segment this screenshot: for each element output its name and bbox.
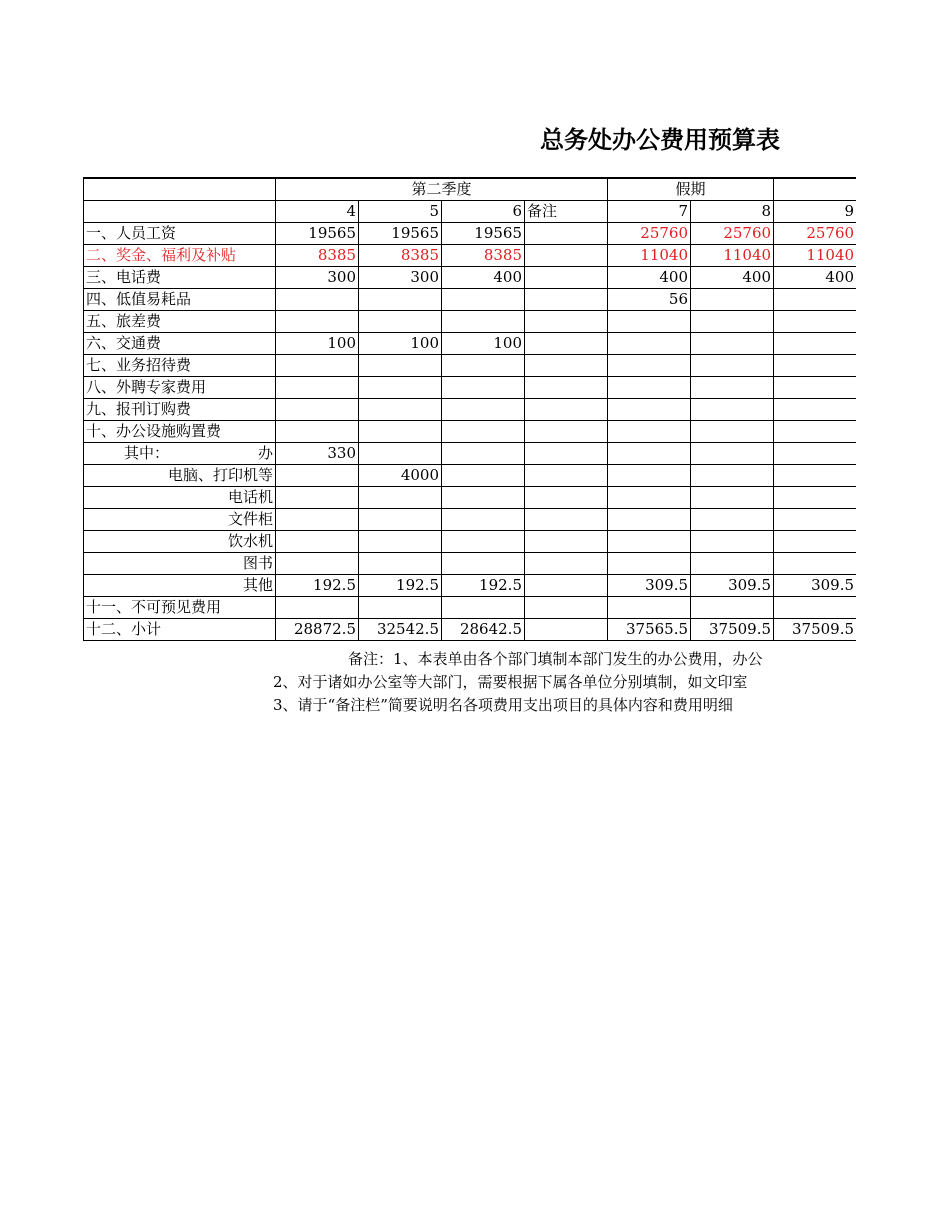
- value-cell[interactable]: [774, 597, 856, 619]
- value-cell[interactable]: [442, 487, 525, 509]
- row-label-cell[interactable]: 十一、不可预见费用: [84, 597, 276, 619]
- note-line: 备注：1、本表单由各个部门填制本部门发生的办公费用，办公: [348, 650, 763, 668]
- value-cell[interactable]: 28872.5: [276, 619, 359, 641]
- remark-cell[interactable]: [525, 487, 608, 509]
- value-cell[interactable]: [442, 311, 525, 333]
- value-cell[interactable]: 309.5: [691, 575, 774, 597]
- value-cell[interactable]: [608, 355, 691, 377]
- remark-cell[interactable]: [525, 333, 608, 355]
- row-label-cell[interactable]: 一、人员工资: [84, 223, 276, 245]
- value-cell[interactable]: [608, 443, 691, 465]
- value-cell[interactable]: [442, 553, 525, 575]
- value-cell[interactable]: [774, 509, 856, 531]
- month-header-cell[interactable]: 8: [691, 201, 774, 223]
- table-row: [84, 509, 857, 531]
- value-cell[interactable]: [359, 553, 442, 575]
- header-blank-cell[interactable]: [774, 178, 856, 201]
- row-label-cell[interactable]: 电话机: [84, 487, 276, 509]
- row-label-cell[interactable]: 饮水机: [84, 531, 276, 553]
- value-cell[interactable]: [359, 509, 442, 531]
- value-cell[interactable]: 330: [276, 443, 359, 465]
- table-row: [84, 223, 857, 245]
- remark-cell[interactable]: [525, 355, 608, 377]
- value-cell[interactable]: [442, 443, 525, 465]
- value-cell[interactable]: [608, 399, 691, 421]
- remark-cell[interactable]: [525, 223, 608, 245]
- value-cell[interactable]: [691, 465, 774, 487]
- value-cell[interactable]: 19565: [442, 223, 525, 245]
- value-cell[interactable]: [691, 355, 774, 377]
- table-row: [84, 619, 857, 641]
- remark-cell[interactable]: [525, 597, 608, 619]
- value-cell[interactable]: [774, 553, 856, 575]
- value-cell[interactable]: [276, 377, 359, 399]
- value-cell[interactable]: 11040: [691, 245, 774, 267]
- value-cell[interactable]: [608, 421, 691, 443]
- table-row: [84, 355, 857, 377]
- value-cell[interactable]: [691, 399, 774, 421]
- table-row: [84, 597, 857, 619]
- group-holiday-header[interactable]: 假期: [608, 178, 774, 201]
- value-cell[interactable]: 25760: [691, 223, 774, 245]
- value-cell[interactable]: [608, 377, 691, 399]
- row-label-cell[interactable]: 四、低值易耗品: [84, 289, 276, 311]
- remark-cell[interactable]: [525, 553, 608, 575]
- value-cell[interactable]: [691, 487, 774, 509]
- remark-cell[interactable]: [525, 245, 608, 267]
- remark-cell[interactable]: [525, 575, 608, 597]
- value-cell[interactable]: [774, 311, 856, 333]
- value-cell[interactable]: [276, 355, 359, 377]
- value-cell[interactable]: [691, 509, 774, 531]
- header-blank-cell[interactable]: [84, 178, 276, 201]
- value-cell[interactable]: [774, 531, 856, 553]
- value-cell[interactable]: [774, 465, 856, 487]
- value-cell[interactable]: [276, 289, 359, 311]
- value-cell[interactable]: [608, 531, 691, 553]
- value-cell[interactable]: [774, 443, 856, 465]
- budget-table-container: [83, 177, 856, 646]
- remark-cell[interactable]: [525, 289, 608, 311]
- value-cell[interactable]: 400: [608, 267, 691, 289]
- value-cell[interactable]: 192.5: [359, 575, 442, 597]
- value-cell[interactable]: [359, 597, 442, 619]
- value-cell[interactable]: [442, 531, 525, 553]
- table-row: [84, 465, 857, 487]
- value-cell[interactable]: 19565: [276, 223, 359, 245]
- value-cell[interactable]: [359, 289, 442, 311]
- value-cell[interactable]: [359, 355, 442, 377]
- row-label-cell[interactable]: 十二、小计: [84, 619, 276, 641]
- value-cell[interactable]: 400: [691, 267, 774, 289]
- note-line: 2、对于诸如办公室等大部门，需要根据下属各单位分别填制，如文印室: [273, 673, 748, 691]
- table-row: [84, 487, 857, 509]
- month-header-cell[interactable]: 6: [442, 201, 525, 223]
- value-cell[interactable]: [608, 553, 691, 575]
- value-cell[interactable]: [359, 421, 442, 443]
- value-cell[interactable]: 300: [276, 267, 359, 289]
- value-cell[interactable]: 300: [359, 267, 442, 289]
- value-cell[interactable]: [359, 443, 442, 465]
- value-cell[interactable]: [774, 355, 856, 377]
- value-cell[interactable]: 100: [442, 333, 525, 355]
- value-cell[interactable]: 192.5: [276, 575, 359, 597]
- row-label-cell[interactable]: 八、外聘专家费用: [84, 377, 276, 399]
- value-cell[interactable]: 37509.5: [691, 619, 774, 641]
- value-cell[interactable]: [442, 399, 525, 421]
- table-row: [84, 553, 857, 575]
- value-cell[interactable]: [442, 377, 525, 399]
- value-cell[interactable]: 4000: [359, 465, 442, 487]
- value-cell[interactable]: [442, 509, 525, 531]
- row-label-cell[interactable]: 六、交通费: [84, 333, 276, 355]
- value-cell[interactable]: [359, 487, 442, 509]
- value-cell[interactable]: [608, 465, 691, 487]
- value-cell[interactable]: [442, 289, 525, 311]
- value-cell[interactable]: [276, 465, 359, 487]
- value-cell[interactable]: [276, 421, 359, 443]
- row-label-cell[interactable]: 五、旅差费: [84, 311, 276, 333]
- value-cell[interactable]: 25760: [774, 223, 856, 245]
- value-cell[interactable]: [691, 311, 774, 333]
- row-label-cell[interactable]: 文件柜: [84, 509, 276, 531]
- value-cell[interactable]: 32542.5: [359, 619, 442, 641]
- value-cell[interactable]: 8385: [442, 245, 525, 267]
- value-cell[interactable]: 400: [442, 267, 525, 289]
- remark-cell[interactable]: [525, 619, 608, 641]
- table-row: [84, 245, 857, 267]
- value-cell[interactable]: [276, 399, 359, 421]
- row-label-cell[interactable]: 电脑、打印机等: [84, 465, 276, 487]
- value-cell[interactable]: [359, 377, 442, 399]
- remark-cell[interactable]: [525, 531, 608, 553]
- value-cell[interactable]: 28642.5: [442, 619, 525, 641]
- value-cell[interactable]: 19565: [359, 223, 442, 245]
- row-label-cell[interactable]: 七、业务招待费: [84, 355, 276, 377]
- table-row: [84, 267, 857, 289]
- row-label-cell[interactable]: 其他: [84, 575, 276, 597]
- value-cell[interactable]: [359, 531, 442, 553]
- remark-cell[interactable]: [525, 509, 608, 531]
- value-cell[interactable]: [276, 553, 359, 575]
- value-cell[interactable]: 56: [608, 289, 691, 311]
- value-cell[interactable]: [608, 509, 691, 531]
- value-cell[interactable]: [691, 421, 774, 443]
- value-cell[interactable]: [359, 311, 442, 333]
- remark-cell[interactable]: [525, 421, 608, 443]
- value-cell[interactable]: [691, 597, 774, 619]
- remark-header-cell[interactable]: 备注: [525, 201, 608, 223]
- value-cell[interactable]: 400: [774, 267, 856, 289]
- month-header-cell[interactable]: 9: [774, 201, 856, 223]
- value-cell[interactable]: [691, 553, 774, 575]
- row-label-cell[interactable]: 其中： 办: [84, 443, 276, 465]
- value-cell[interactable]: 100: [276, 333, 359, 355]
- value-cell[interactable]: [608, 333, 691, 355]
- value-cell[interactable]: [442, 421, 525, 443]
- value-cell[interactable]: 192.5: [442, 575, 525, 597]
- page-title: 总务处办公费用预算表: [540, 126, 780, 154]
- notes-block: [83, 648, 856, 717]
- table-row: [84, 311, 857, 333]
- value-cell[interactable]: [442, 465, 525, 487]
- value-cell[interactable]: 8385: [359, 245, 442, 267]
- row-label-cell[interactable]: 九、报刊订购费: [84, 399, 276, 421]
- value-cell[interactable]: [608, 487, 691, 509]
- table-row: [84, 377, 857, 399]
- row-label-cell[interactable]: 三、电话费: [84, 267, 276, 289]
- value-cell[interactable]: [276, 509, 359, 531]
- remark-cell[interactable]: [525, 311, 608, 333]
- value-cell[interactable]: 309.5: [608, 575, 691, 597]
- value-cell[interactable]: [442, 355, 525, 377]
- header-row-months: [84, 201, 857, 223]
- value-cell[interactable]: [276, 531, 359, 553]
- month-header-cell[interactable]: 7: [608, 201, 691, 223]
- table-row: [84, 443, 857, 465]
- note-line: 3、请于“备注栏”简要说明名各项费用支出项目的具体内容和费用明细: [273, 696, 733, 714]
- remark-cell[interactable]: [525, 465, 608, 487]
- value-cell[interactable]: 37509.5: [774, 619, 856, 641]
- value-cell[interactable]: 8385: [276, 245, 359, 267]
- row-label-cell[interactable]: 二、奖金、福利及补贴: [84, 245, 276, 267]
- group-q2-header[interactable]: 第二季度: [276, 178, 608, 201]
- header-row-groups: [84, 178, 857, 201]
- table-row: [84, 421, 857, 443]
- value-cell[interactable]: 309.5: [774, 575, 856, 597]
- value-cell[interactable]: 25760: [608, 223, 691, 245]
- value-cell[interactable]: 11040: [774, 245, 856, 267]
- value-cell[interactable]: [774, 487, 856, 509]
- value-cell[interactable]: [774, 333, 856, 355]
- value-cell[interactable]: [276, 311, 359, 333]
- value-cell[interactable]: [774, 377, 856, 399]
- row-label-cell[interactable]: 十、办公设施购置费: [84, 421, 276, 443]
- value-cell[interactable]: [442, 597, 525, 619]
- table-row: [84, 333, 857, 355]
- row-label-cell[interactable]: 图书: [84, 553, 276, 575]
- budget-table: [83, 177, 856, 641]
- remark-cell[interactable]: [525, 399, 608, 421]
- value-cell[interactable]: 37565.5: [608, 619, 691, 641]
- value-cell[interactable]: [276, 597, 359, 619]
- value-cell[interactable]: [691, 333, 774, 355]
- value-cell[interactable]: [608, 597, 691, 619]
- value-cell[interactable]: 100: [359, 333, 442, 355]
- value-cell[interactable]: [691, 377, 774, 399]
- value-cell[interactable]: [774, 399, 856, 421]
- value-cell[interactable]: [691, 443, 774, 465]
- table-row: [84, 531, 857, 553]
- value-cell[interactable]: [359, 399, 442, 421]
- value-cell[interactable]: [774, 421, 856, 443]
- value-cell[interactable]: [608, 311, 691, 333]
- table-row: [84, 399, 857, 421]
- value-cell[interactable]: 11040: [608, 245, 691, 267]
- table-row: [84, 575, 857, 597]
- value-cell[interactable]: [691, 289, 774, 311]
- remark-cell[interactable]: [525, 267, 608, 289]
- value-cell[interactable]: [276, 487, 359, 509]
- remark-cell[interactable]: [525, 377, 608, 399]
- month-header-cell[interactable]: 5: [359, 201, 442, 223]
- month-header-cell[interactable]: 4: [276, 201, 359, 223]
- header-blank-cell[interactable]: [84, 201, 276, 223]
- remark-cell[interactable]: [525, 443, 608, 465]
- value-cell[interactable]: [691, 531, 774, 553]
- table-row: [84, 289, 857, 311]
- value-cell[interactable]: [774, 289, 856, 311]
